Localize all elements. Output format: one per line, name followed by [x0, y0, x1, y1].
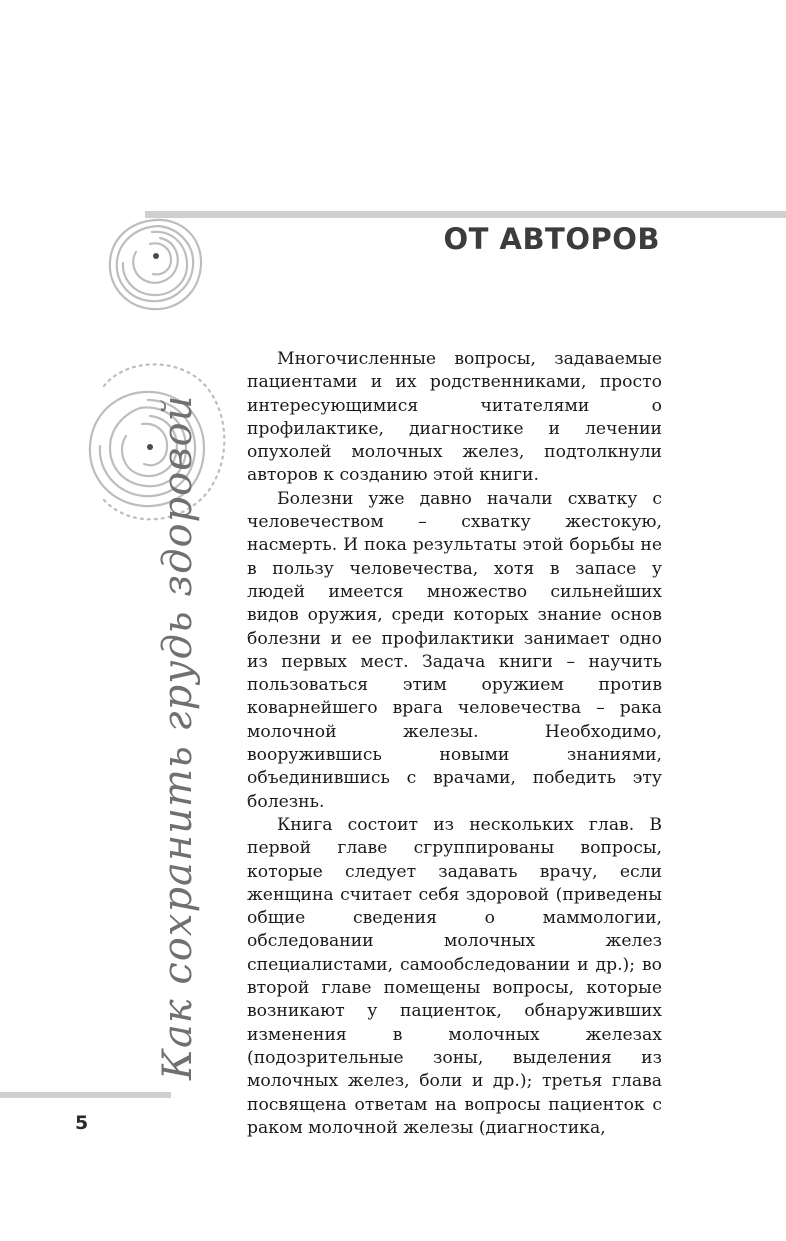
spiral-ornament-icon: [100, 208, 210, 320]
paragraph: Болезни уже давно начали схватку с человечеством – схватку жестокую, насмерть. И пока результаты этой борьбы не в пользу человечества, хотя в запасе у людей имеется множество сильнейших видов оружия, среди которых знание основ болезни и ее профилактики занимает одно из первых мест. Задача книги – научить пользоваться этим оружием против коварнейшего врага человечества – рака молочной железы. Необходимо, вооружившись новыми знаниями, объединившись с врачами, победить эту болезнь.: [247, 488, 662, 812]
spine-book-title: Как сохранить грудь здоровой: [155, 394, 201, 1080]
page-number: 5: [75, 1112, 89, 1134]
top-rule: [145, 211, 786, 218]
body-text: [247, 348, 662, 1140]
chapter-title: ОТ АВТОРОВ: [443, 222, 660, 256]
spiral-ornament-icon: [74, 352, 234, 532]
paragraph: Многочисленные вопросы, задаваемые пациентами и их родственниками, просто интересующимися читателями о профилактике, диагностике и лечении опухолей молочных желез, подтолкнули авторов к созданию этой книги.: [247, 349, 662, 486]
bottom-rule: [0, 1092, 171, 1098]
paragraph: Книга состоит из нескольких глав. В первой главе сгруппированы вопросы, которые следует задавать врачу, если женщина считает себя здоровой (приведены общие сведения о маммологии, обследовании молочных желез специалистами, самообследовании и др.); во второй главе помещены вопросы, которые возникают у пациенток, обнаруживших изменения в молочных железах (подозрительные зоны, выделения из молочных желез, боли и др.); третья глава посвящена ответам на вопросы пациенток с раком молочной железы (диагностика,: [247, 814, 662, 1138]
